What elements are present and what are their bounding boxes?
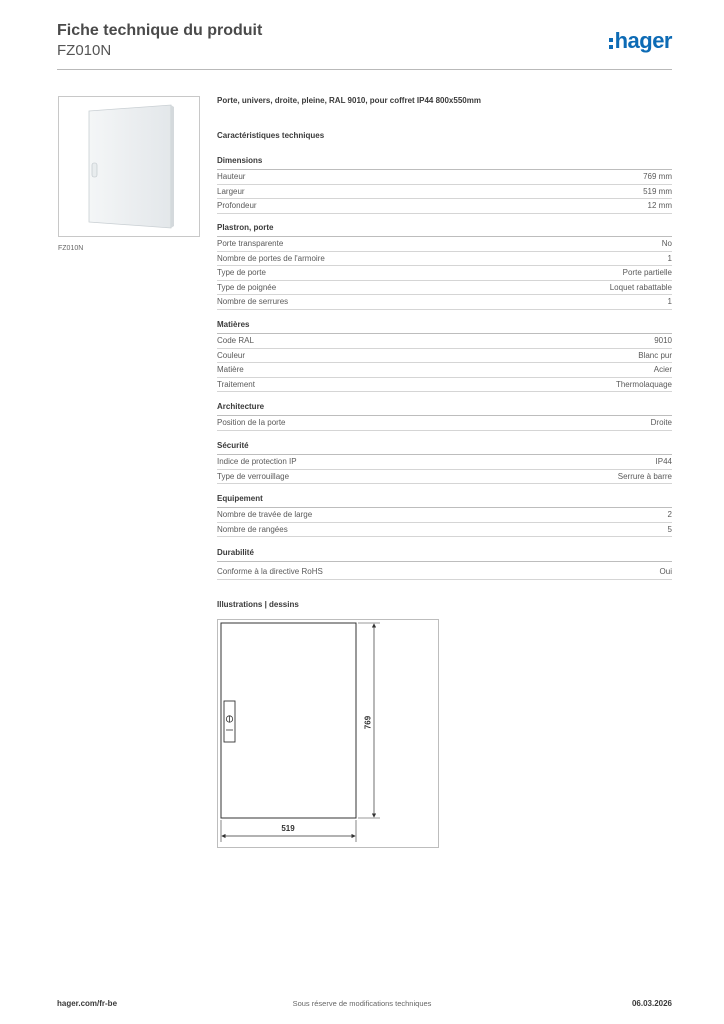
spec-value: IP44 [655,457,672,467]
spec-row [217,252,672,267]
page-title: Fiche technique du produit [57,22,263,39]
spec-row [217,565,672,580]
section-title-matieres: Matières [217,320,672,334]
page-header [57,22,672,70]
spec-label: Type de verrouillage [217,471,290,481]
technical-drawing [217,619,439,848]
spec-label: Hauteur [217,172,246,182]
spec-value: 1 [667,297,672,307]
spec-value: 1 [667,253,672,263]
product-description: Porte, univers, droite, pleine, RAL 9010, pour coffret IP44 800x550mm [217,96,481,105]
door-thumbnail-icon [59,97,199,236]
spec-row [217,363,672,378]
spec-row [217,237,672,252]
spec-value: 519 mm [643,186,672,196]
spec-row [217,185,672,200]
door-drawing-icon [218,620,438,847]
section-title-plastron: Plastron, porte [217,223,672,237]
section-title-architecture: Architecture [217,402,672,416]
footer-date: 06.03.2026 [631,999,672,1008]
spec-value: Oui [659,567,672,577]
spec-label: Indice de protection IP [217,457,297,467]
spec-label: Type de porte [217,268,266,278]
spec-row [217,455,672,470]
spec-label: Nombre de travée de large [217,510,313,520]
spec-row [217,378,672,393]
spec-value: 769 mm [643,172,672,182]
spec-value: Droite [650,418,672,428]
thumbnail-caption: FZ010N [58,245,84,252]
spec-row [217,416,672,431]
spec-label: Nombre de portes de l'armoire [217,253,325,263]
product-image [58,96,200,237]
spec-row [217,295,672,310]
spec-label: Traitement [217,379,255,389]
spec-label: Profondeur [217,201,257,211]
width-dimension-label: 519 [281,824,295,833]
illustrations-title: Illustrations | dessins [217,600,299,609]
spec-label: Position de la porte [217,418,286,428]
spec-label: Couleur [217,350,246,360]
spec-value: 9010 [654,336,672,346]
hager-logo [609,26,672,52]
section-title-securite: Sécurité [217,441,672,455]
product-code: FZ010N [57,42,112,59]
spec-row [217,334,672,349]
specs-heading: Caractéristiques techniques [217,131,325,140]
logo-text: hager [614,28,672,53]
spec-value: Porte partielle [622,268,672,278]
footer-website: hager.com/fr-be [57,999,118,1008]
spec-row [217,170,672,185]
spec-label: Nombre de rangées [217,524,288,534]
section-title-dimensions: Dimensions [217,156,672,170]
height-dimension-label: 769 [363,715,373,730]
spec-row [217,199,672,214]
logo-dots-icon [609,38,613,52]
spec-value: Thermolaquage [615,379,672,389]
spec-label: Largeur [217,186,245,196]
spec-row [217,281,672,296]
spec-label: Code RAL [217,336,254,346]
spec-label: Type de poignée [217,282,277,292]
spec-label: Matière [217,365,244,375]
spec-value: 5 [667,524,672,534]
section-title-durabilite: Durabilité [217,548,672,562]
spec-label: Porte transparente [217,239,284,249]
spec-value: Blanc pur [638,350,672,360]
spec-row [217,523,672,538]
spec-value: Serrure à barre [617,471,672,481]
spec-value: 2 [667,510,672,520]
spec-value: Acier [653,365,672,375]
spec-label: Conforme à la directive RoHS [217,567,323,577]
spec-value: 12 mm [647,201,672,211]
spec-value: No [661,239,672,249]
spec-row [217,508,672,523]
section-title-equipement: Equipement [217,494,672,508]
spec-row [217,266,672,281]
footer-disclaimer: Sous réserve de modifications techniques [292,999,432,1008]
spec-label: Nombre de serrures [217,297,289,307]
spec-value: Loquet rabattable [609,282,672,292]
spec-row [217,349,672,364]
spec-row [217,470,672,485]
